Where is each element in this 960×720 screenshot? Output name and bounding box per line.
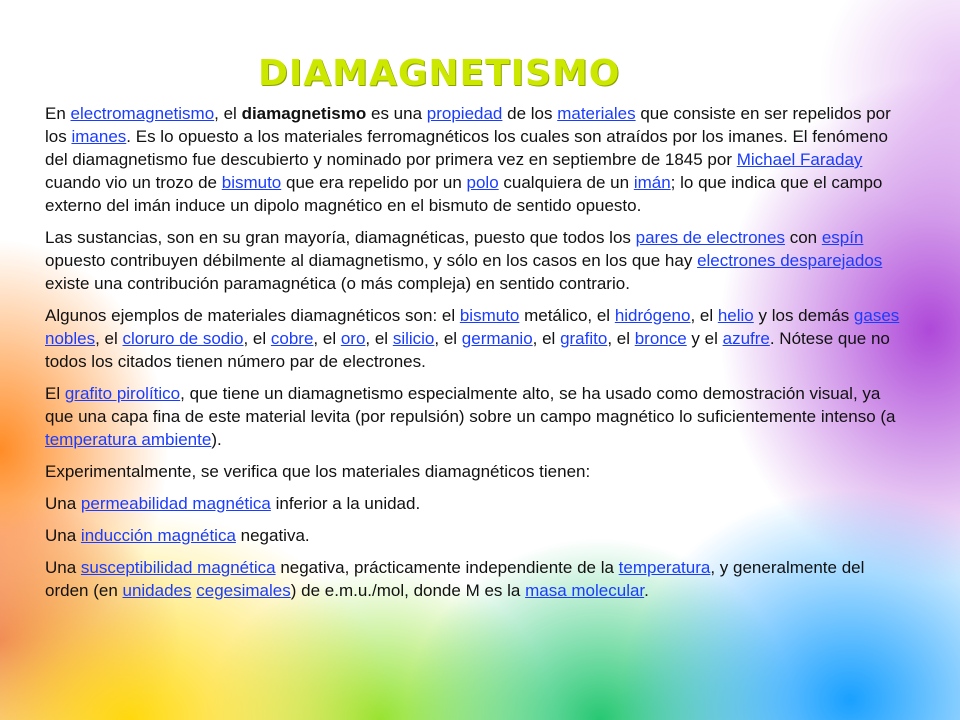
text: negativa, prácticamente independiente de la	[275, 558, 619, 577]
paragraph-permeabilidad	[45, 492, 911, 515]
link-bismuto[interactable]: bismuto	[221, 173, 282, 192]
text: y los demás	[753, 306, 854, 325]
link-bismuto-2[interactable]: bismuto	[459, 306, 520, 325]
text: Las sustancias, son en su gran mayoría, diamagnéticas, puesto que todos los	[45, 228, 636, 247]
link-michael-faraday[interactable]: Michael Faraday	[736, 150, 863, 169]
text: opuesto contribuyen débilmente al diamagnetismo, y sólo en los casos en los que hay	[45, 251, 698, 270]
link-grafito-pirolitico[interactable]: grafito pirolítico	[64, 384, 181, 403]
paragraph-induccion	[45, 524, 911, 547]
text: cuando vio un trozo de	[45, 173, 222, 192]
text: , el	[365, 329, 393, 348]
bold-term: diamagnetismo	[241, 104, 367, 123]
link-helio[interactable]: helio	[717, 306, 754, 325]
text: metálico, el	[519, 306, 615, 325]
link-materiales[interactable]: materiales	[557, 104, 636, 123]
text: , el	[313, 329, 341, 348]
paragraph-experimental	[45, 460, 911, 483]
text: . Nótese que no todos los citados tienen número par de electrones.	[45, 329, 890, 371]
link-temperatura[interactable]: temperatura	[618, 558, 711, 577]
text: Algunos ejemplos de materiales diamagnéticos son: el	[45, 306, 460, 325]
text: que era repelido por un	[281, 173, 467, 192]
link-cegesimales[interactable]: cegesimales	[196, 581, 291, 600]
link-bronce[interactable]: bronce	[634, 329, 687, 348]
text: , el	[214, 104, 242, 123]
text: , el	[690, 306, 718, 325]
article-body	[45, 102, 911, 611]
link-susceptibilidad-magnetica[interactable]: susceptibilidad magnética	[80, 558, 276, 577]
link-imanes[interactable]: imanes	[71, 127, 127, 146]
text: .	[644, 581, 649, 600]
link-electromagnetismo[interactable]: electromagnetismo	[70, 104, 215, 123]
link-cloruro-de-sodio[interactable]: cloruro de sodio	[122, 329, 244, 348]
text: existe una contribución paramagnética (o más compleja) en sentido contrario.	[45, 274, 630, 293]
text: ) de e.m.u./mol, donde M es la	[290, 581, 526, 600]
link-unidades[interactable]: unidades	[122, 581, 192, 600]
link-silicio[interactable]: silicio	[392, 329, 435, 348]
text: , el	[532, 329, 561, 348]
link-cobre[interactable]: cobre	[270, 329, 314, 348]
link-oro[interactable]: oro	[340, 329, 366, 348]
text: y el	[686, 329, 723, 348]
text: El	[45, 384, 65, 403]
text: , el	[243, 329, 271, 348]
text: Experimentalmente, se verifica que los materiales diamagnéticos tienen:	[45, 462, 591, 481]
paragraph-ejemplos	[45, 304, 911, 373]
link-temperatura-ambiente[interactable]: temperatura ambiente	[45, 430, 212, 449]
text: Una	[45, 526, 81, 545]
link-germanio[interactable]: germanio	[461, 329, 533, 348]
link-pares-de-electrones[interactable]: pares de electrones	[635, 228, 785, 247]
link-permeabilidad-magnetica[interactable]: permeabilidad magnética	[80, 494, 271, 513]
link-grafito[interactable]: grafito	[560, 329, 608, 348]
text: , el	[434, 329, 462, 348]
text: negativa.	[235, 526, 310, 545]
link-induccion-magnetica[interactable]: inducción magnética	[80, 526, 236, 545]
link-gases-nobles[interactable]: gases nobles	[45, 306, 900, 348]
text: con	[784, 228, 822, 247]
page-title: DIAMAGNETISMO	[258, 53, 621, 94]
text: es una	[366, 104, 427, 123]
link-espin[interactable]: espín	[821, 228, 864, 247]
text: inferior a la unidad.	[270, 494, 421, 513]
text: , y generalmente del orden (en	[45, 558, 865, 600]
link-hidrogeno[interactable]: hidrógeno	[614, 306, 691, 325]
link-propiedad[interactable]: propiedad	[426, 104, 503, 123]
link-polo[interactable]: polo	[466, 173, 499, 192]
paragraph-sustancias	[45, 226, 911, 295]
text: cualquiera de un	[498, 173, 634, 192]
paragraph-intro	[45, 102, 911, 217]
link-azufre[interactable]: azufre	[722, 329, 770, 348]
paragraph-susceptibilidad	[45, 556, 911, 602]
link-masa-molecular[interactable]: masa molecular	[525, 581, 645, 600]
text: Una	[45, 558, 81, 577]
text: que consiste en ser repelidos por los	[45, 104, 891, 146]
text: ; lo que indica que el campo externo del imán induce un dipolo magnético en el bismuto de sentido opuesto.	[45, 173, 883, 215]
text: , el	[95, 329, 123, 348]
paragraph-grafito	[45, 382, 911, 451]
link-electrones-desparejados[interactable]: electrones desparejados	[697, 251, 883, 270]
text: de los	[502, 104, 558, 123]
text: , que tiene un diamagnetismo especialmente alto, se ha usado como demostración visual, ya que una capa fina de este material levita (por repulsión) sobre un campo magnético lo suficientemente intenso (a	[45, 384, 896, 426]
text: . Es lo opuesto a los materiales ferromagnéticos los cuales son atraídos por los imanes. El fenómeno del diamagnetismo fue descubierto y nominado por primera vez en septiembre de 1845 por	[45, 127, 888, 169]
text: ).	[211, 430, 222, 449]
text: , el	[607, 329, 635, 348]
link-iman[interactable]: imán	[633, 173, 671, 192]
text: En	[45, 104, 71, 123]
text: Una	[45, 494, 81, 513]
